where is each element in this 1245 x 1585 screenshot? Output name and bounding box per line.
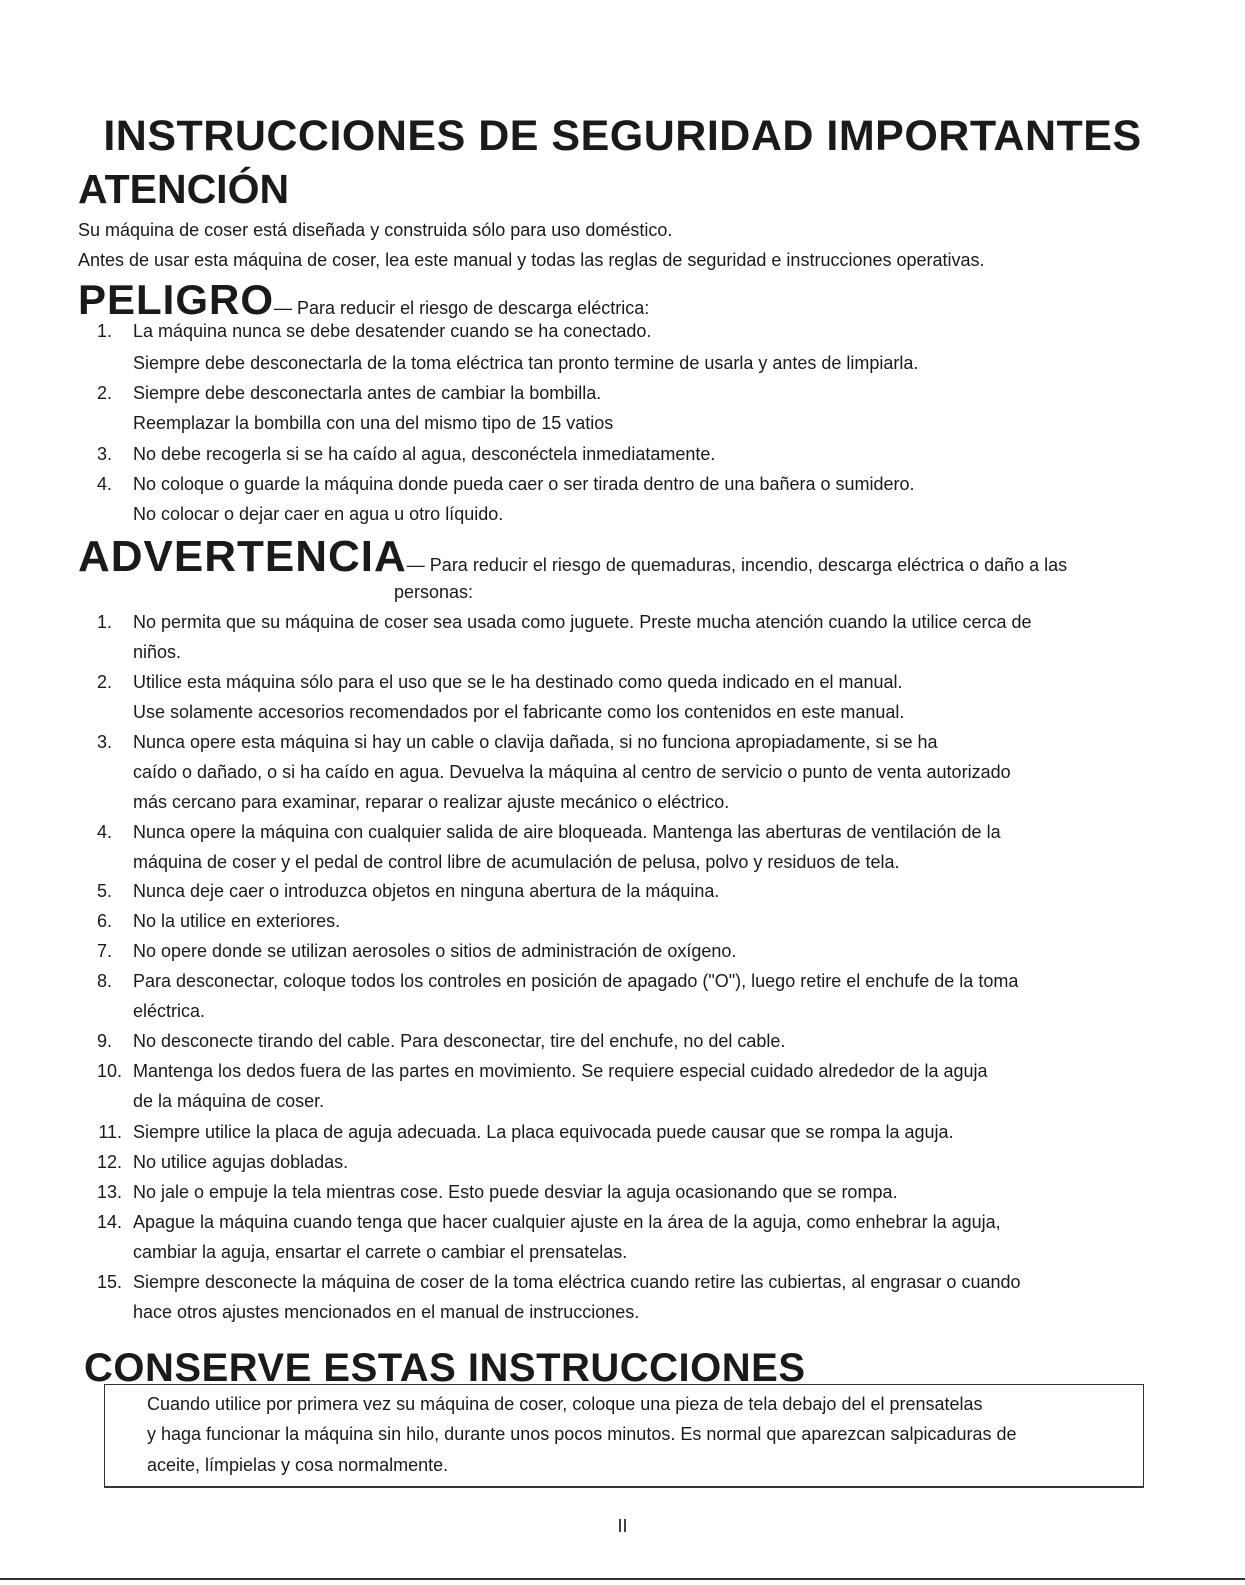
advertencia-item-line: Nunca deje caer o introduzca objetos en ninguna abertura de la máquina. — [133, 881, 720, 901]
page-number: II — [617, 1516, 628, 1536]
advertencia-heading: ADVERTENCIA — [78, 532, 407, 581]
advertencia-item-line: Apague la máquina cuando tenga que hacer cualquier ajuste en la área de la aguja, como enhebrar la aguja, — [133, 1212, 1001, 1232]
advertencia-item-line: Utilice esta máquina sólo para el uso que se le ha destinado como queda indicado en el manual. — [133, 672, 903, 692]
peligro-item-line: La máquina nunca se debe desatender cuando se ha conectado. — [133, 321, 652, 341]
advertencia-item-number: 10. — [96, 1061, 122, 1081]
bottom-rule — [0, 1578, 1245, 1580]
advertencia-item-line: No la utilice en exteriores. — [133, 911, 341, 931]
advertencia-item-number: 2. — [96, 672, 112, 692]
advertencia-item-number: 11. — [98, 1122, 122, 1142]
advertencia-item-line: caído o dañado, o si ha caído en agua. Devuelva la máquina al centro de servicio o punto de venta autorizado — [133, 762, 1011, 782]
advertencia-item-line: niños. — [133, 642, 182, 662]
advertencia-item-number: 4. — [96, 822, 112, 842]
atencion-line-1: Su máquina de coser está diseñada y construida sólo para uso doméstico. — [78, 220, 673, 240]
peligro-item-line: No debe recogerla si se ha caído al agua, desconéctela inmediatamente. — [133, 444, 716, 464]
advertencia-item-line: No jale o empuje la tela mientras cose. Esto puede desviar la aguja ocasionando que se rompa. — [133, 1182, 898, 1202]
advertencia-item-line: hace otros ajustes mencionados en el manual de instrucciones. — [133, 1302, 640, 1322]
advertencia-item-line: máquina de coser y el pedal de control libre de acumulación de pelusa, polvo y residuos de tela. — [133, 852, 900, 872]
advertencia-item-line: No desconecte tirando del cable. Para desconectar, tire del enchufe, no del cable. — [133, 1031, 786, 1051]
advertencia-item-number: 9. — [96, 1031, 112, 1051]
advertencia-item-number: 3. — [96, 732, 112, 752]
advertencia-item-number: 13. — [96, 1182, 122, 1202]
atencion-line-2: Antes de usar esta máquina de coser, lea este manual y todas las reglas de seguridad e instrucciones operativas. — [78, 250, 985, 270]
advertencia-item-line: Nunca opere la máquina con cualquier salida de aire bloqueada. Mantenga las aberturas de ventilación de la — [133, 822, 1001, 842]
advertencia-header — [78, 532, 1067, 582]
advertencia-item-line: No utilice agujas dobladas. — [133, 1152, 349, 1172]
advertencia-item-line: No opere donde se utilizan aerosoles o sitios de administración de oxígeno. — [133, 941, 737, 961]
advertencia-subtitle: — Para reducir el riesgo de quemaduras, incendio, descarga eléctrica o daño a las — [406, 555, 1068, 575]
peligro-item-line: Siempre debe desconectarla de la toma eléctrica tan pronto termine de usarla y antes de limpiarla. — [133, 353, 919, 373]
atencion-heading: ATENCIÓN — [78, 166, 290, 212]
advertencia-item-number: 6. — [96, 911, 112, 931]
peligro-header — [78, 276, 649, 324]
notice-line: aceite, límpielas y cosa normalmente. — [147, 1455, 449, 1475]
peligro-item-line: No coloque o guarde la máquina donde pueda caer o ser tirada dentro de una bañera o sumidero. — [133, 474, 915, 494]
advertencia-item-line: de la máquina de coser. — [133, 1091, 325, 1111]
peligro-item-line: Siempre debe desconectarla antes de cambiar la bombilla. — [133, 383, 602, 403]
peligro-item-number: 3. — [96, 444, 112, 464]
advertencia-item-number: 8. — [96, 971, 112, 991]
advertencia-item-line: eléctrica. — [133, 1001, 206, 1021]
advertencia-item-line: Mantenga los dedos fuera de las partes en movimiento. Se requiere especial cuidado alrededor de la aguja — [133, 1061, 988, 1081]
conserve-heading: CONSERVE ESTAS INSTRUCCIONES — [84, 1346, 806, 1390]
peligro-subtitle: — Para reducir el riesgo de descarga eléctrica: — [274, 298, 650, 318]
advertencia-item-line: más cercano para examinar, reparar o realizar ajuste mecánico o eléctrico. — [133, 792, 730, 812]
notice-line: y haga funcionar la máquina sin hilo, durante unos pocos minutos. Es normal que aparezcan salpicaduras de — [147, 1424, 1017, 1444]
peligro-item-line: Reemplazar la bombilla con una del mismo tipo de 15 vatios — [133, 413, 614, 433]
advertencia-item-number: 12. — [96, 1152, 122, 1172]
advertencia-item-number: 1. — [96, 612, 112, 632]
advertencia-item-number: 5. — [96, 881, 112, 901]
advertencia-item-line: No permita que su máquina de coser sea usada como juguete. Preste mucha atención cuando la utilice cerca de — [133, 612, 1032, 632]
peligro-heading: PELIGRO — [78, 276, 275, 323]
peligro-item-line: No colocar o dejar caer en agua u otro líquido. — [133, 504, 504, 524]
advertencia-subtitle-cont: personas: — [394, 582, 474, 602]
advertencia-item-number: 15. — [96, 1272, 122, 1292]
advertencia-item-line: Nunca opere esta máquina si hay un cable o clavija dañada, si no funciona apropiadamente, si se ha — [133, 732, 938, 752]
notice-line: Cuando utilice por primera vez su máquina de coser, coloque una pieza de tela debajo del el prensatelas — [147, 1394, 983, 1414]
advertencia-item-line: cambiar la aguja, ensartar el carrete o cambiar el prensatelas. — [133, 1242, 628, 1262]
advertencia-item-line: Siempre utilice la placa de aguja adecuada. La placa equivocada puede causar que se rompa la aguja. — [133, 1122, 954, 1142]
advertencia-item-line: Para desconectar, coloque todos los controles en posición de apagado ("O"), luego retire el enchufe de la toma — [133, 971, 1019, 991]
advertencia-item-number: 14. — [96, 1212, 122, 1232]
peligro-item-number: 2. — [96, 383, 112, 403]
main-title: INSTRUCCIONES DE SEGURIDAD IMPORTANTES — [103, 112, 1142, 160]
peligro-item-number: 1. — [96, 321, 112, 341]
advertencia-item-number: 7. — [96, 941, 112, 961]
advertencia-item-line: Use solamente accesorios recomendados por el fabricante como los contenidos en este manual. — [133, 702, 905, 722]
advertencia-item-line: Siempre desconecte la máquina de coser de la toma eléctrica cuando retire las cubiertas, al engrasar o cuando — [133, 1272, 1021, 1292]
peligro-item-number: 4. — [96, 474, 112, 494]
